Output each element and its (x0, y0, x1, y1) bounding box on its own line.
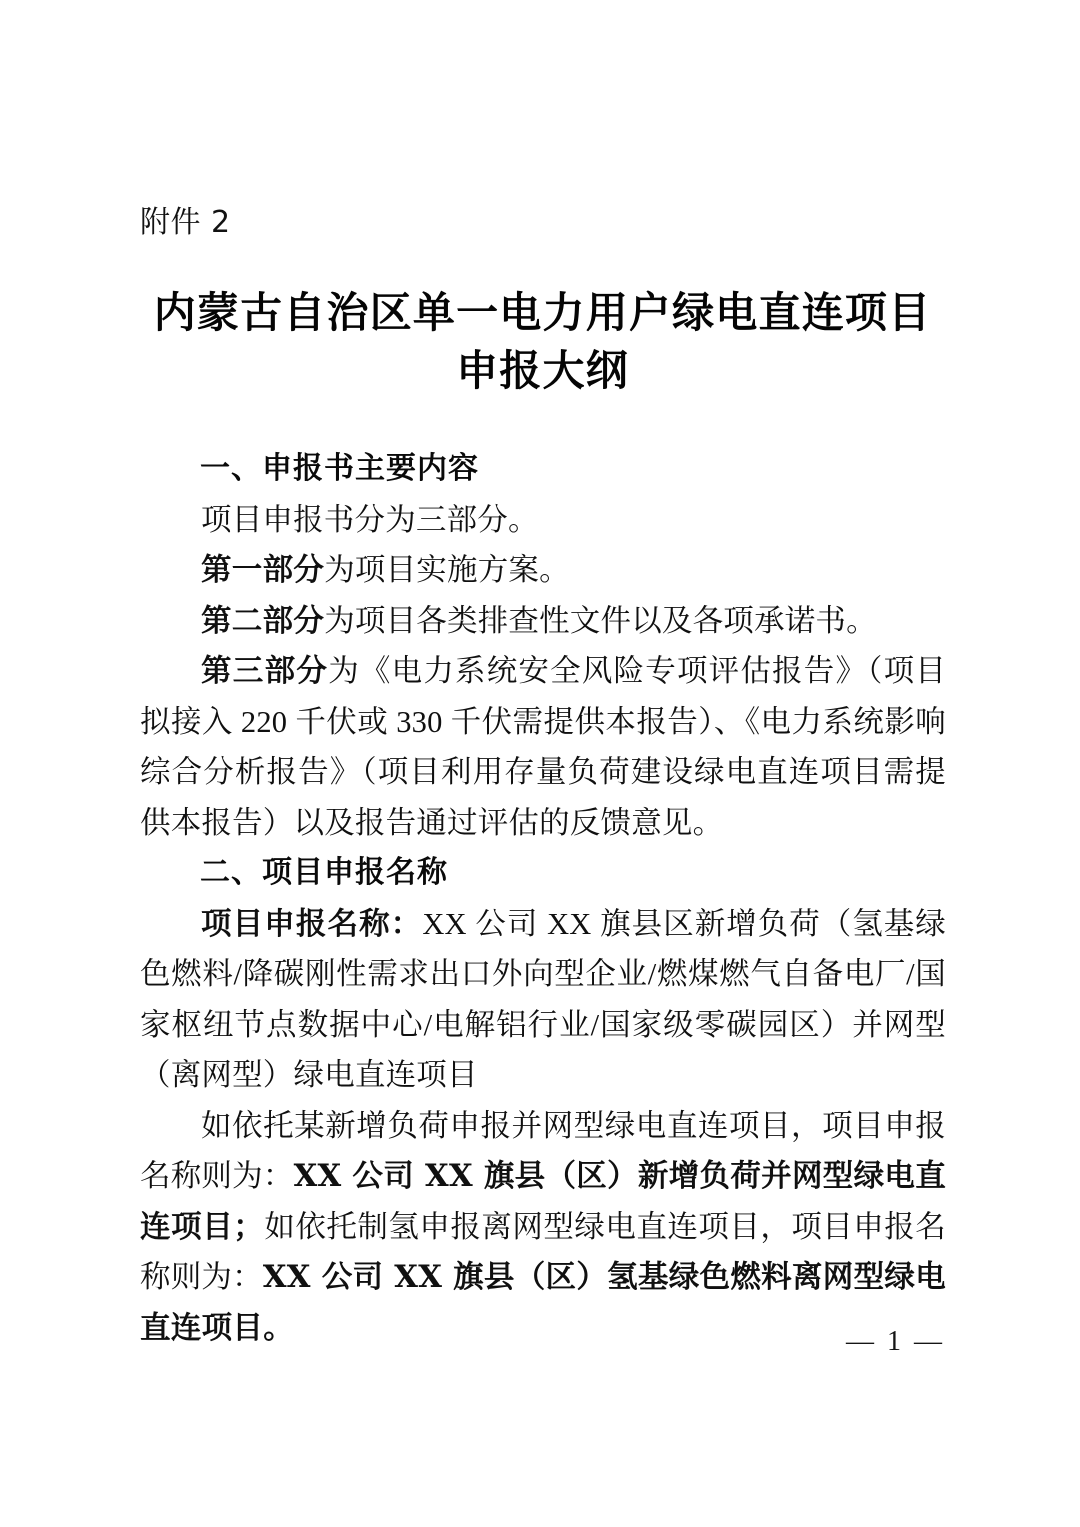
text-run-bold: XX 公司 XX 旗县（区）新增负荷并网型绿电直连项目； (140, 1158, 946, 1245)
paragraph (140, 1101, 946, 1354)
paragraph (140, 495, 946, 546)
text-run: 如依托制氢申报离网型绿电直连项目，项目申报名称则为： (140, 1209, 946, 1294)
text-run: XX 公司 XX 旗县区新增负荷（氢基绿色燃料/降碳刚性需求出口外向型企业/燃煤燃气自备电厂/国家枢纽节点数据中心/电解铝行业/国家级零碳园区）并网型（离网型）绿电直连项目 (140, 906, 946, 1092)
text-run-bold: 项目申报名称： (201, 905, 423, 942)
section-heading-2: 二、项目申报名称 (200, 855, 448, 890)
page-title (140, 284, 945, 400)
text-run-bold: 第一部分 (201, 552, 325, 588)
section-heading-1: 一、申报书主要内容 (200, 451, 479, 486)
text-run-bold: XX 公司 XX 旗县（区）氢基绿色燃料离网型绿电直连项目。 (140, 1259, 946, 1346)
paragraph (140, 545, 946, 596)
text-run: 如依托某新增负荷申报并网型绿电直连项目，项目申报名称则为： (140, 1108, 946, 1193)
paragraph (140, 646, 946, 848)
paragraph (140, 596, 946, 647)
paragraph (140, 899, 946, 1101)
page-title-line-2: 申报大纲 (456, 346, 629, 395)
page-title-line-1: 内蒙古自治区单一电力用户绿电直连项目 (153, 288, 932, 337)
document-body (140, 444, 946, 1353)
text-run: 为《电力系统安全风险专项评估报告》（项目拟接入 220 千伏或 330 千伏需提供本报告）、《电力系统影响综合分析报告》（项目利用存量负荷建设绿电直连项目需提供本报告）以及报告通过评估的反馈意见。 (140, 654, 947, 840)
text-run-bold: 第三部分 (201, 653, 329, 689)
text-run: 为项目各类排查性文件以及各项承诺书。 (324, 603, 877, 638)
page-number: — 1 — (846, 1326, 945, 1357)
text-run: 项目申报书分为三部分。 (201, 502, 539, 537)
attachment-tag: 附件 2 (140, 205, 231, 240)
text-run-bold: 第二部分 (201, 602, 325, 639)
text-run: 为项目实施方案。 (324, 553, 570, 587)
